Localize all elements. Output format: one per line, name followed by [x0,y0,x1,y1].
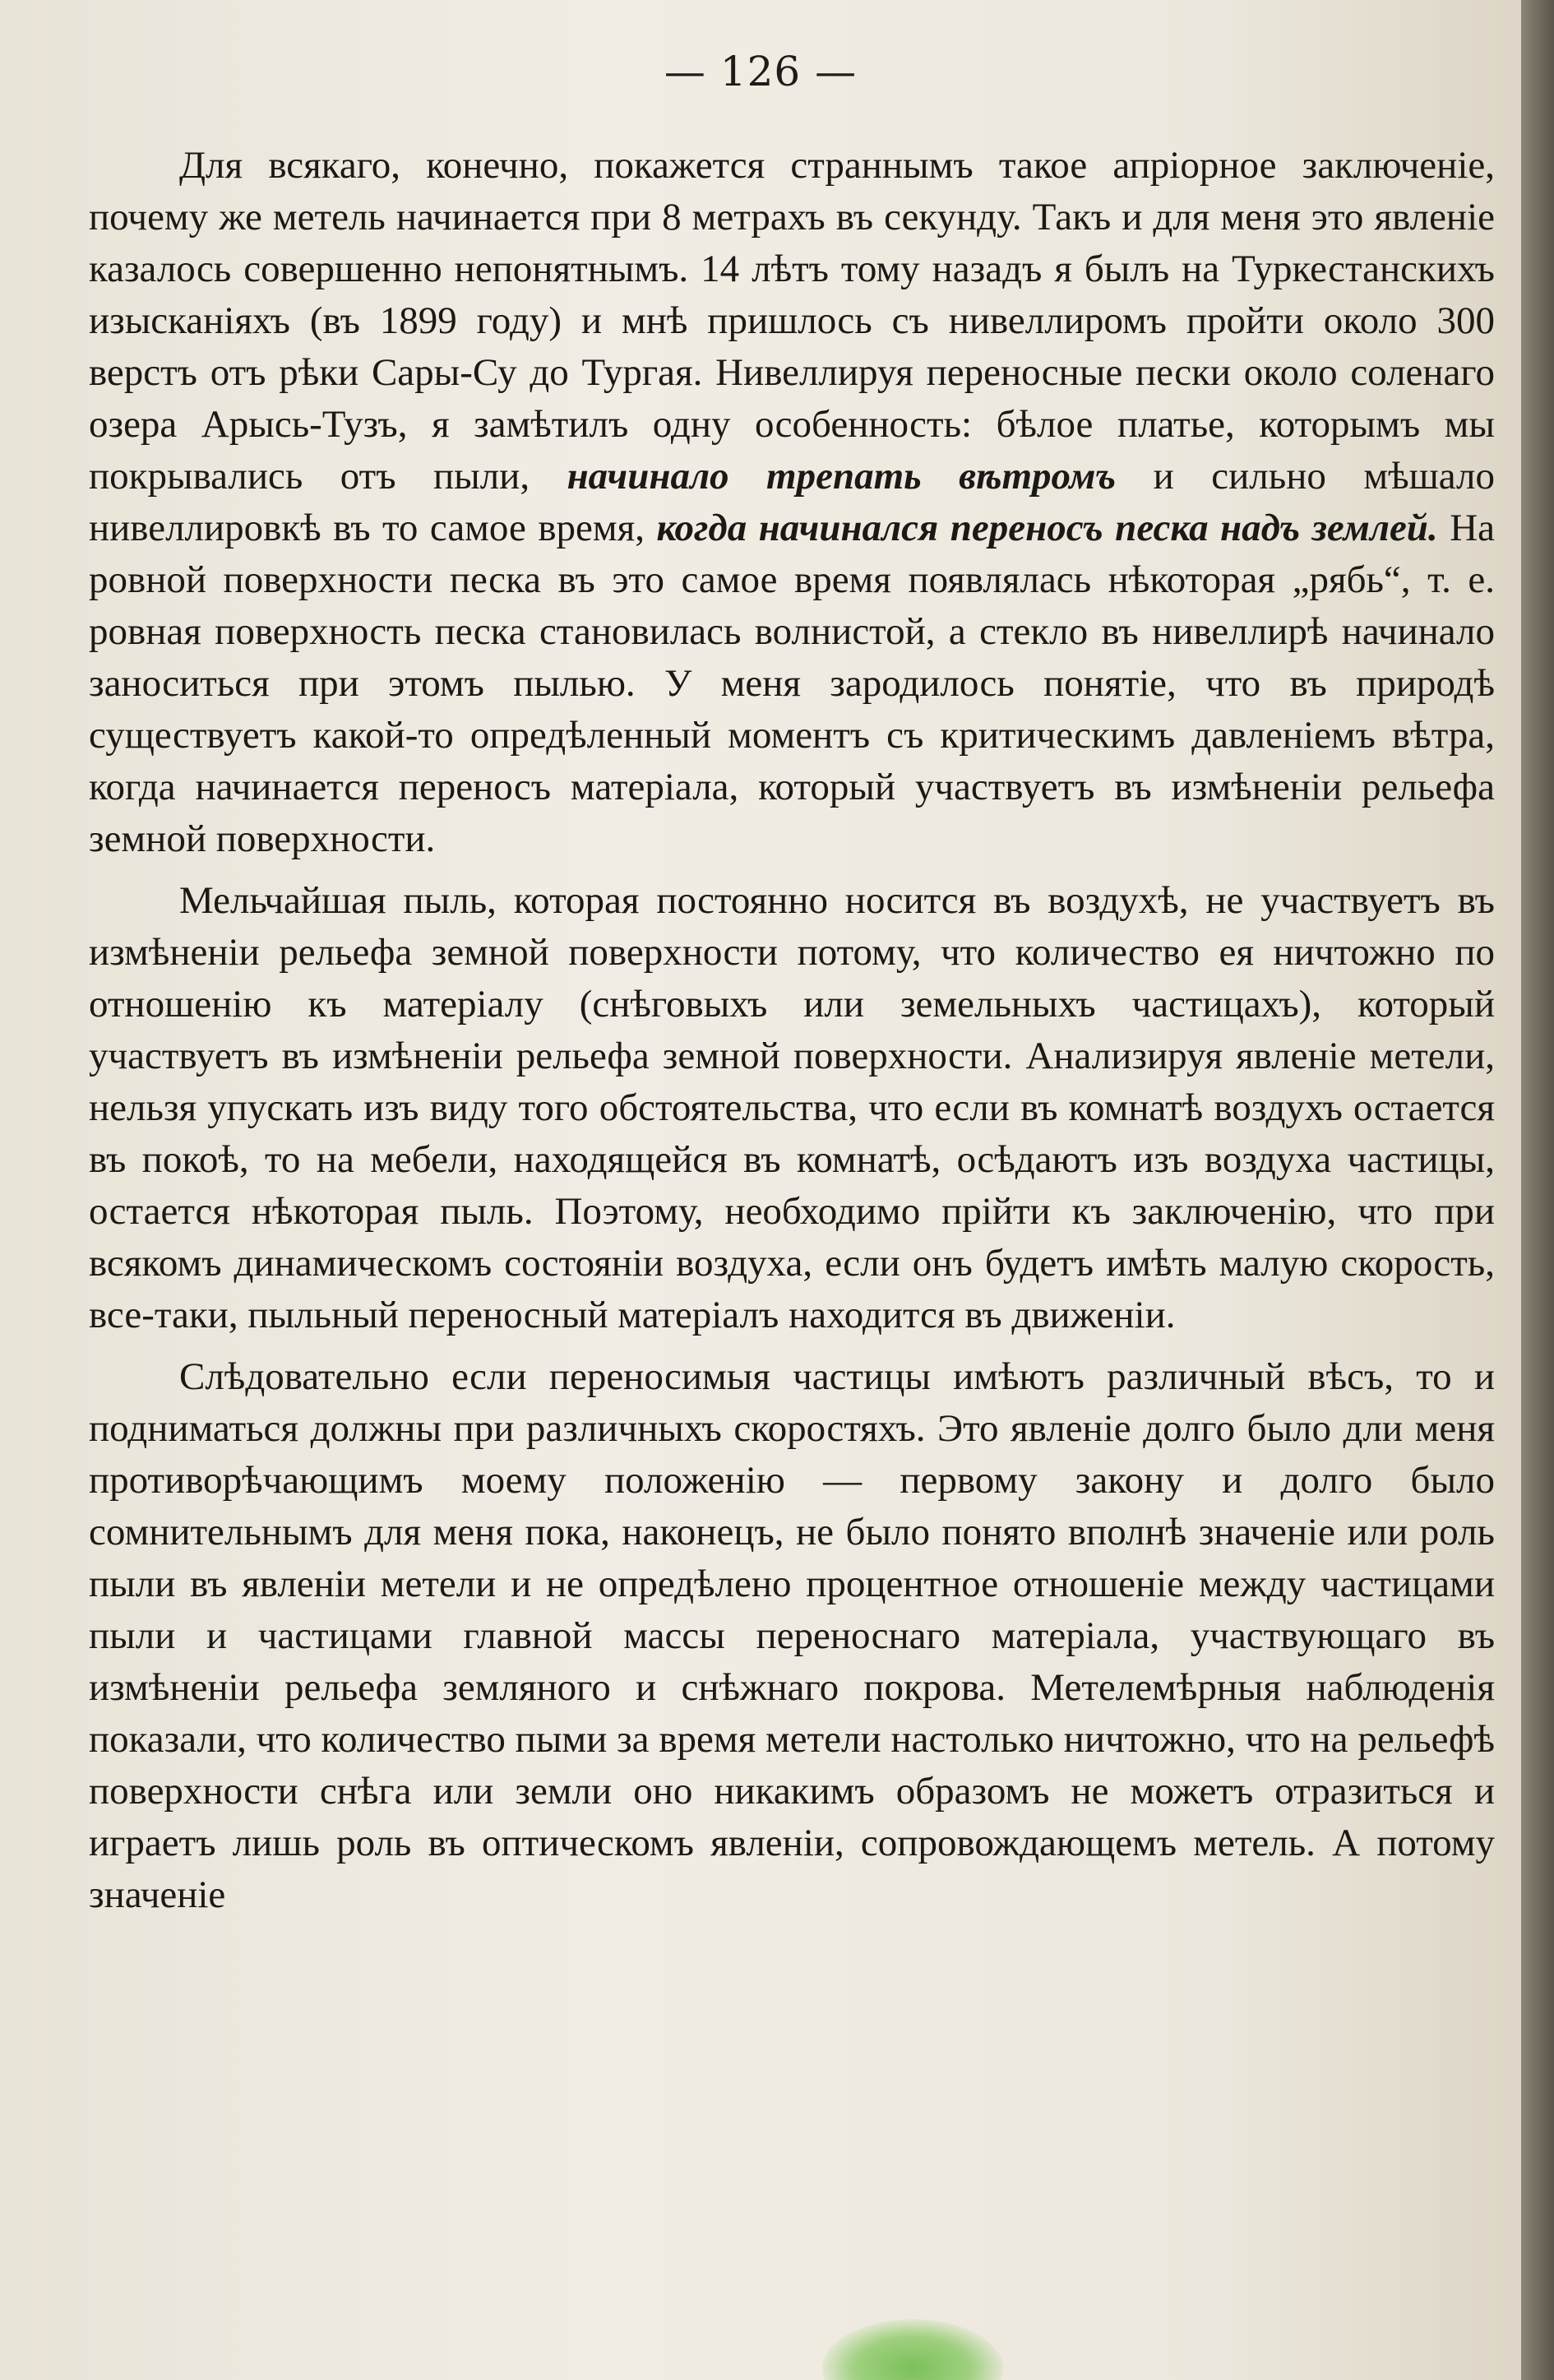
page-edge-shadow [1521,0,1554,2380]
text-segment: Для всякаго, конечно, покажется страннымъ такое апріорное заключеніе, почему же метель начинается при 8 метрахъ въ секунду. Такъ и для меня это явленіе казалось совершенно непонятнымъ. 14 лѣтъ тому назадъ я былъ на Туркестанскихъ изысканіяхъ (въ 1899 году) и мнѣ пришлось съ нивеллиромъ пройти около 300 верстъ отъ рѣки Сары-Су до Тургая. Нивеллируя переносные пески около соленаго озера Арысь-Тузъ, я замѣтилъ одну особенность: бѣлое платье, которымъ мы покрывались отъ пыли, [89,144,1495,498]
emphasis-segment: когда начинался переносъ песка надъ землей. [656,507,1438,549]
text-segment: На ровной поверхности песка въ это самое время появлялась нѣкоторая „рябь“, т. е. ровная поверхность песка становилась волнистой, а стекло въ нивеллирѣ начинало заноситься при этомъ пылью. У меня зародилось понятіе, что въ природѣ существуетъ какой-то опредѣленный моментъ съ критическимъ давленіемъ вѣтра, когда начинается переносъ матеріала, который участвуетъ въ измѣненіи рельефа земной поверхности. [89,507,1495,860]
text-segment: и сильно мѣшало нивеллировкѣ въ то самое время, [89,455,1496,549]
body-text [89,140,1495,1921]
paragraph-2 [89,875,1495,1341]
text-segment: Слѣдовательно если переносимыя частицы имѣютъ различный вѣсъ, то и подниматься должны при различныхъ скоростяхъ. Это явленіе долго было дли меня противорѣчающимъ моему положенію — первому закону и долго было сомнительнымъ для меня пока, наконецъ, не было понято вполнѣ значеніе или роль пыли въ явленіи метели и не опредѣлено процентное отношеніе между частицами пыли и частицами главной массы переноснаго матеріала, участвующаго въ измѣненіи рельефа земляного и снѣжнаго покрова. Метелемѣрныя наблюденія показали, что количество пыми за время метели настолько ничтожно, что на рельефѣ поверхности снѣга или земли оно никакимъ образомъ не можетъ отразиться и играетъ лишь роль въ оптическомъ явленіи, сопровождающемъ метель. А потому значеніе [89,1355,1495,1916]
green-stain [822,2319,1003,2380]
text-segment: Мельчайшая пыль, которая постоянно носится въ воздухѣ, не участвуетъ въ измѣненіи рельефа земной поверхности потому, что количество ея ничтожно по отношенію къ матеріалу (снѣговыхъ или земельныхъ частицахъ), который участвуетъ въ измѣненіи рельефа земной поверхности. Анализируя явленіе метели, нельзя упускать изъ виду того обстоятельства, что если въ комнатѣ воздухъ остается въ покоѣ, то на мебели, находящейся въ комнатѣ, осѣдаютъ изъ воздуха частицы, остается нѣкоторая пыль. Поэтому, необходимо прійти къ заключенію, что при всякомъ динамическомъ состояніи воздуха, если онъ будетъ имѣть малую скорость, все-таки, пыльный переносный матеріалъ находится въ движеніи. [89,879,1495,1336]
paragraph-1 [89,140,1495,865]
emphasis-segment: начинало трепать вѣтромъ [567,455,1117,498]
paragraph-3 [89,1351,1495,1921]
page-number: — 126 — [664,48,858,95]
